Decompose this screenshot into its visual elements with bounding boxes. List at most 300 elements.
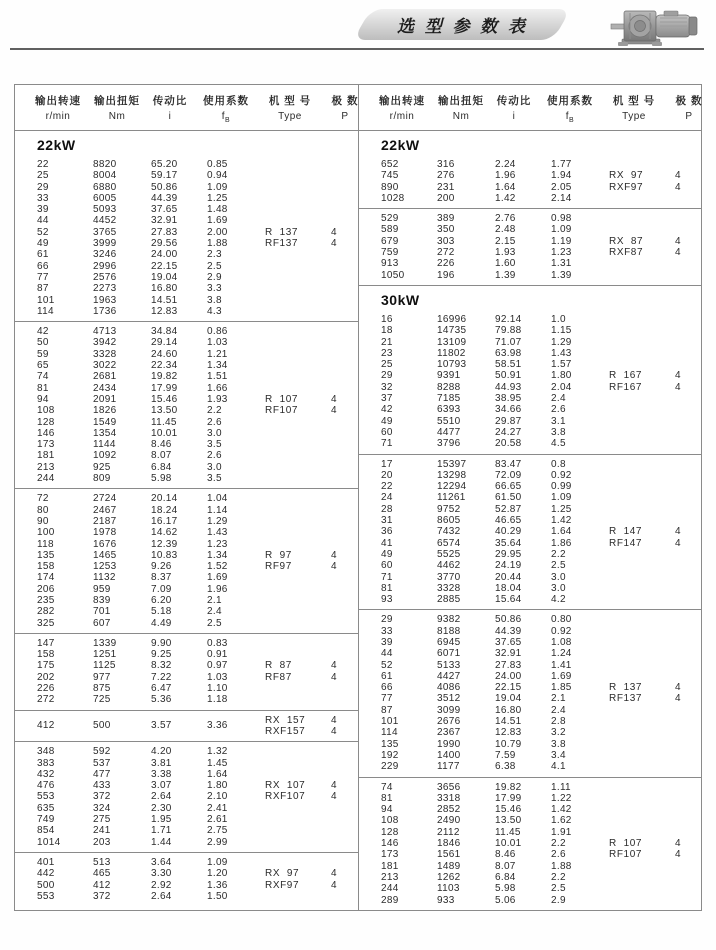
cell-speed: 29 [381, 614, 393, 626]
cell-ratio: 18.24 [151, 504, 178, 516]
cell-factor: 0.99 [551, 481, 572, 493]
table-row [359, 438, 701, 449]
cell-factor: 0.97 [207, 660, 228, 672]
cell-speed: 679 [381, 235, 399, 247]
cell-factor: 1.09 [551, 224, 572, 236]
cell-speed: 49 [381, 415, 393, 427]
cell-ratio: 8.46 [151, 439, 172, 451]
cell-speed: 36 [381, 526, 393, 538]
table-row [359, 705, 701, 716]
cell-factor: 3.36 [207, 720, 228, 732]
cell-type [609, 614, 675, 625]
cell-type [265, 649, 331, 660]
cell-factor: 3.4 [551, 749, 566, 761]
cell-speed: 745 [381, 170, 399, 182]
col-factor-header: 使用系数 $f_B$ [539, 93, 601, 124]
cell-factor: 2.75 [207, 825, 228, 837]
cell-ratio: 4.20 [151, 746, 172, 758]
cell-poles [675, 193, 701, 204]
cell-factor: 1.42 [551, 804, 572, 816]
cell-speed: 29 [381, 370, 393, 382]
table-row [15, 857, 358, 868]
cell-poles: 4 [331, 405, 337, 417]
cell-factor: 2.9 [551, 894, 566, 906]
cell-poles [331, 326, 357, 337]
cell-ratio: 72.09 [495, 469, 522, 481]
cell-poles: 4 [331, 868, 337, 880]
cell-factor: 1.08 [551, 636, 572, 648]
cell-type [609, 761, 675, 772]
cell-poles [675, 224, 701, 235]
cell-poles [675, 705, 701, 716]
cell-factor: 0.98 [551, 213, 572, 225]
data-block [15, 634, 358, 710]
cell-factor: 1.32 [207, 746, 228, 758]
cell-torque: 933 [437, 894, 455, 906]
cell-speed: 80 [37, 504, 49, 516]
table-row [15, 672, 358, 683]
cell-ratio: 16.80 [151, 283, 178, 295]
cell-poles [331, 746, 357, 757]
cell-ratio: 8.07 [495, 860, 516, 872]
cell-speed: 202 [37, 671, 55, 683]
cell-speed: 28 [381, 503, 393, 515]
cell-type [265, 261, 331, 272]
table-right-column [358, 85, 701, 910]
cell-torque: 2490 [437, 815, 461, 827]
cell-type [265, 349, 331, 360]
cell-ratio: 24.19 [495, 560, 522, 572]
cell-ratio: 12.83 [151, 305, 178, 317]
cell-factor: 1.09 [551, 492, 572, 504]
cell-poles [675, 470, 701, 481]
table-row [359, 337, 701, 348]
cell-poles [331, 694, 357, 705]
cell-speed: 135 [381, 738, 399, 750]
cell-torque: 925 [93, 461, 111, 473]
cell-type [265, 595, 331, 606]
cell-speed: 31 [381, 515, 393, 527]
cell-torque: 389 [437, 213, 455, 225]
cell-torque: 3765 [93, 226, 117, 238]
cell-torque: 1251 [93, 649, 117, 661]
col-ratio-header: 传动比 i [496, 95, 532, 122]
cell-speed: 94 [37, 393, 49, 405]
cell-torque: 372 [93, 791, 111, 803]
cell-speed: 442 [37, 868, 55, 880]
cell-torque: 1132 [93, 572, 116, 584]
cell-poles [331, 182, 357, 193]
cell-torque: 13109 [437, 336, 467, 348]
cell-ratio: 29.56 [151, 238, 178, 250]
table-row [15, 493, 358, 504]
table-row [15, 249, 358, 260]
cell-torque: 2681 [93, 371, 117, 383]
cell-torque: 1253 [93, 561, 117, 573]
table-row [359, 470, 701, 481]
cell-speed: 87 [37, 283, 49, 295]
cell-speed: 22 [37, 159, 49, 170]
cell-poles: 4 [675, 235, 681, 247]
data-block [15, 489, 358, 633]
cell-factor: 1.03 [207, 671, 228, 683]
cell-torque: 3099 [437, 704, 461, 716]
cell-type [609, 224, 675, 235]
cell-type: RF97 [265, 561, 292, 573]
cell-type [609, 572, 675, 583]
cell-type: RF107 [265, 405, 299, 417]
cell-poles [675, 614, 701, 625]
cell-speed: 32 [381, 381, 393, 393]
table-row [359, 170, 701, 181]
table-row [359, 716, 701, 727]
cell-type [609, 270, 675, 281]
cell-poles [331, 505, 357, 516]
cell-poles [331, 272, 357, 283]
cell-ratio: 3.57 [151, 720, 172, 732]
cell-torque: 14735 [437, 325, 467, 337]
table-row [359, 594, 701, 605]
cell-type [609, 359, 675, 370]
cell-speed: 181 [381, 860, 399, 872]
data-block [359, 310, 701, 454]
cell-ratio: 2.76 [495, 213, 516, 225]
cell-ratio: 5.98 [495, 883, 516, 895]
cell-type [609, 393, 675, 404]
cell-ratio: 22.15 [495, 682, 522, 694]
cell-ratio: 18.04 [495, 582, 522, 594]
page-title: 选 型 参 数 表 [396, 17, 528, 36]
cell-type: R 137 [265, 226, 299, 238]
cell-factor: 1.50 [207, 890, 228, 902]
cell-poles [331, 527, 357, 538]
cell-ratio: 11.45 [151, 416, 177, 428]
cell-type [609, 314, 675, 325]
table-row [359, 883, 701, 894]
cell-speed: 66 [37, 260, 49, 272]
table-row [359, 727, 701, 738]
cell-type [265, 306, 331, 317]
cell-type: RX 157 [265, 714, 306, 726]
cell-factor: 1.11 [551, 781, 571, 793]
cell-type [265, 215, 331, 226]
cell-type [265, 891, 331, 902]
cell-ratio: 2.15 [495, 235, 516, 247]
cell-ratio: 27.83 [495, 659, 522, 671]
col-factor-header: 使用系数 $f_B$ [195, 93, 257, 124]
cell-poles [331, 428, 357, 439]
cell-ratio: 32.91 [151, 215, 178, 227]
cell-speed: 74 [381, 781, 393, 793]
cell-ratio: 29.87 [495, 415, 522, 427]
cell-factor: 1.88 [551, 860, 572, 872]
cell-type [265, 572, 331, 583]
cell-torque: 2576 [93, 271, 117, 283]
cell-poles [675, 872, 701, 883]
cell-speed: 229 [381, 761, 399, 773]
table-row [15, 159, 358, 170]
cell-ratio: 83.47 [495, 458, 522, 470]
cell-torque: 537 [93, 757, 111, 769]
cell-type [609, 883, 675, 894]
table-row [15, 527, 358, 538]
cell-speed: 20 [381, 469, 393, 481]
cell-factor: 1.04 [207, 493, 228, 505]
cell-type [609, 159, 675, 170]
cell-type [265, 814, 331, 825]
cell-poles [675, 270, 701, 281]
cell-factor: 1.21 [207, 348, 228, 360]
cell-torque: 477 [93, 768, 111, 780]
table-row [359, 682, 701, 693]
cell-poles: 4 [331, 238, 337, 250]
cell-ratio: 38.95 [495, 393, 522, 405]
table-row [359, 213, 701, 224]
cell-type [609, 716, 675, 727]
cell-type: RX 97 [609, 170, 644, 182]
cell-speed: 24 [381, 492, 393, 504]
cell-type [609, 193, 675, 204]
cell-poles [675, 159, 701, 170]
cell-speed: 114 [381, 727, 398, 739]
cell-type [609, 549, 675, 560]
table-row [359, 515, 701, 526]
cell-ratio: 37.65 [495, 636, 522, 648]
cell-torque: 1963 [93, 294, 117, 306]
cell-speed: 500 [37, 879, 55, 891]
table-row [359, 382, 701, 393]
cell-torque: 11261 [437, 492, 466, 504]
cell-speed: 77 [381, 693, 393, 705]
cell-poles [675, 727, 701, 738]
cell-ratio: 50.91 [495, 370, 522, 382]
cell-factor: 2.61 [207, 814, 228, 826]
cell-torque: 1549 [93, 416, 117, 428]
cell-torque: 2724 [93, 493, 117, 505]
cell-type [265, 505, 331, 516]
table-row [15, 238, 358, 249]
cell-poles [675, 804, 701, 815]
cell-ratio: 22.34 [151, 360, 178, 372]
cell-speed: 158 [37, 561, 55, 573]
table-row [359, 614, 701, 625]
cell-type [609, 793, 675, 804]
cell-ratio: 7.22 [151, 671, 172, 683]
table-row [359, 583, 701, 594]
cell-torque: 500 [93, 720, 111, 732]
table-row [15, 791, 358, 802]
cell-type: R 167 [609, 370, 643, 382]
cell-torque: 303 [437, 235, 455, 247]
cell-factor: 0.94 [207, 170, 228, 182]
cell-speed: 52 [381, 659, 393, 671]
cell-ratio: 5.98 [151, 473, 172, 485]
cell-speed: 21 [381, 336, 393, 348]
cell-torque: 1561 [437, 849, 461, 861]
cell-poles [331, 417, 357, 428]
table-row [359, 481, 701, 492]
table-row [359, 325, 701, 336]
cell-speed: 325 [37, 617, 55, 629]
table-row [15, 572, 358, 583]
cell-type: RXF157 [265, 725, 306, 737]
col-ratio-header: 传动比 i [152, 95, 188, 122]
table-row [15, 306, 358, 317]
cell-factor: 1.80 [551, 370, 572, 382]
cell-torque: 9391 [437, 370, 461, 382]
cell-factor: 3.8 [207, 294, 222, 306]
cell-factor: 1.80 [207, 780, 228, 792]
cell-poles [331, 825, 357, 836]
cell-type: R 97 [265, 549, 292, 561]
cell-poles [331, 295, 357, 306]
cell-ratio: 2.64 [151, 890, 172, 902]
cell-torque: 1177 [437, 761, 460, 773]
cell-type [609, 459, 675, 470]
cell-speed: 181 [37, 450, 55, 462]
table-row [15, 606, 358, 617]
cell-poles [331, 462, 357, 473]
cell-ratio: 10.83 [151, 549, 178, 561]
cell-torque: 272 [437, 247, 455, 259]
cell-type: RF137 [609, 693, 643, 705]
section-title: 30kW [381, 291, 420, 308]
cell-speed: 529 [381, 213, 399, 225]
cell-torque: 276 [437, 170, 455, 182]
table-row [15, 337, 358, 348]
cell-ratio: 50.86 [151, 181, 178, 193]
cell-ratio: 9.26 [151, 561, 172, 573]
cell-type [265, 159, 331, 170]
cell-type: RXF107 [265, 791, 306, 803]
cell-torque: 3999 [93, 238, 117, 250]
cell-factor: 0.92 [551, 469, 572, 481]
cell-ratio: 9.25 [151, 649, 172, 661]
cell-factor: 1.69 [207, 572, 228, 584]
cell-poles [331, 891, 357, 902]
cell-ratio: 29.14 [151, 337, 178, 349]
cell-speed: 913 [381, 258, 399, 270]
cell-ratio: 44.93 [495, 381, 522, 393]
cell-ratio: 92.14 [495, 313, 522, 325]
cell-poles [331, 170, 357, 181]
cell-speed: 42 [381, 404, 393, 416]
cell-speed: 61 [37, 249, 49, 261]
cell-speed: 272 [37, 694, 55, 706]
cell-speed: 23 [381, 347, 393, 359]
cell-factor: 4.2 [551, 594, 566, 606]
cell-type [265, 584, 331, 595]
cell-speed: 135 [37, 549, 55, 561]
cell-type [265, 283, 331, 294]
table-row [359, 416, 701, 427]
cell-factor: 2.5 [207, 617, 222, 629]
cell-poles [331, 683, 357, 694]
cell-ratio: 1.39 [495, 269, 516, 281]
cell-ratio: 15.46 [151, 393, 178, 405]
cell-torque: 1826 [93, 405, 117, 417]
cell-type [265, 204, 331, 215]
cell-ratio: 24.00 [495, 670, 522, 682]
table-row [359, 549, 701, 560]
cell-type [609, 504, 675, 515]
cell-torque: 412 [93, 879, 111, 891]
cell-factor: 1.43 [207, 527, 228, 539]
table-row [359, 815, 701, 826]
cell-type [265, 193, 331, 204]
cell-speed: 108 [37, 405, 55, 417]
cell-torque: 1736 [93, 305, 117, 317]
cell-ratio: 22.15 [151, 260, 178, 272]
cell-ratio: 1.93 [495, 247, 516, 259]
cell-factor: 2.6 [551, 404, 566, 416]
cell-poles: 4 [675, 247, 681, 259]
cell-factor: 1.23 [207, 538, 228, 550]
table-row [359, 750, 701, 761]
cell-factor: 1.34 [207, 549, 228, 561]
cell-speed: 1050 [381, 269, 405, 281]
cell-type [265, 439, 331, 450]
cell-factor: 3.5 [207, 473, 222, 485]
cell-torque: 226 [437, 258, 455, 270]
cell-torque: 2996 [93, 260, 117, 272]
cell-poles [331, 383, 357, 394]
cell-torque: 350 [437, 224, 455, 236]
table-row [15, 405, 358, 416]
cell-torque: 324 [93, 802, 111, 814]
cell-poles [331, 204, 357, 215]
cell-type [265, 249, 331, 260]
cell-type [609, 416, 675, 427]
cell-poles [675, 572, 701, 583]
cell-ratio: 34.84 [151, 326, 178, 338]
cell-poles [675, 671, 701, 682]
cell-ratio: 5.18 [151, 606, 172, 618]
table-row [15, 371, 358, 382]
cell-type: R 107 [609, 838, 643, 850]
cell-poles [675, 416, 701, 427]
cell-poles [331, 215, 357, 226]
cell-poles [675, 761, 701, 772]
cell-poles [331, 769, 357, 780]
cell-type [609, 258, 675, 269]
cell-speed: 1014 [37, 836, 61, 848]
cell-torque: 231 [437, 181, 455, 193]
cell-type [609, 727, 675, 738]
cell-factor: 1.45 [207, 757, 228, 769]
cell-torque: 11802 [437, 347, 466, 359]
cell-speed: 759 [381, 247, 399, 259]
cell-poles: 4 [675, 537, 681, 549]
table-row [15, 880, 358, 891]
cell-ratio: 1.42 [495, 192, 516, 204]
cell-type [265, 683, 331, 694]
table-row [359, 193, 701, 204]
cell-ratio: 10.79 [495, 738, 522, 750]
table-row [15, 227, 358, 238]
cell-poles [331, 572, 357, 583]
cell-type [609, 560, 675, 571]
cell-poles [331, 803, 357, 814]
cell-factor: 1.91 [551, 826, 572, 838]
cell-speed: 42 [37, 326, 49, 338]
cell-torque: 6945 [437, 636, 461, 648]
cell-factor: 1.77 [551, 159, 572, 170]
cell-ratio: 3.81 [151, 757, 172, 769]
cell-type [609, 470, 675, 481]
cell-poles: 4 [331, 549, 337, 561]
cell-type [265, 638, 331, 649]
